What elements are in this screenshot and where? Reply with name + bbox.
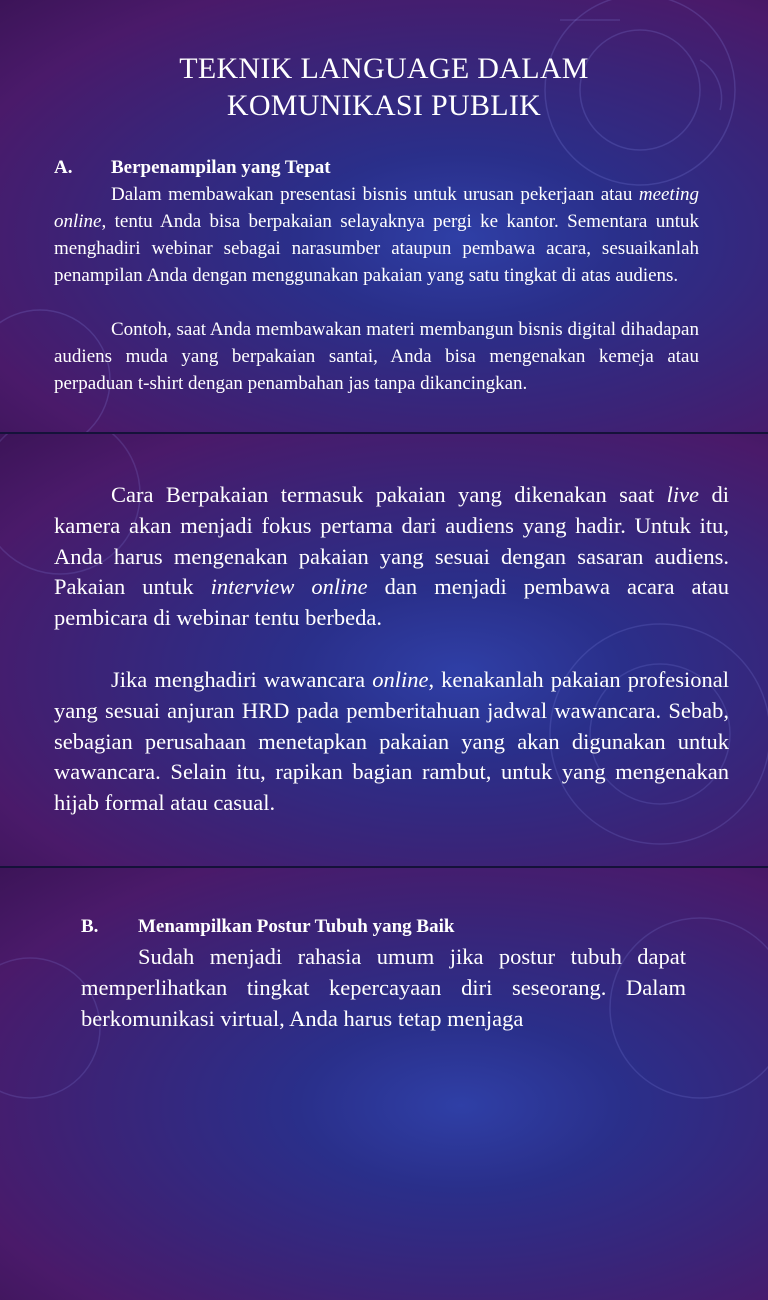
p3-text-a: Cara Berpakaian termasuk pakaian yang dikenakan saat xyxy=(111,482,667,507)
p3-text-b: di kamera akan menjadi fokus pertama dari audiens yang hadir. Untuk itu, Anda harus mengenakan pakaian yang sesuai dengan sasaran audiens. Pakaian untuk xyxy=(54,482,729,600)
p4-italic-online: online xyxy=(372,667,429,692)
slide-2 xyxy=(0,434,768,866)
paragraph-contoh: Contoh, saat Anda membawakan materi membangun bisnis digital dihadapan audiens muda yang berpakaian santai, Anda bisa mengenakan kemeja atau perpaduan t-shirt dengan penambahan jas tanpa dikancingkan. xyxy=(54,319,699,394)
slide-title xyxy=(0,50,768,124)
section-b-heading xyxy=(81,915,454,939)
p3-text-c: dan menjadi pembawa acara atau pembicara di webinar tentu berbeda. xyxy=(54,574,729,631)
p1-italic-meeting-online: meeting online xyxy=(54,184,699,232)
paragraph-cara-berpakaian xyxy=(54,480,729,634)
title-line-2: KOMUNIKASI PUBLIK xyxy=(226,89,542,122)
section-b-title: Menampilkan Postur Tubuh yang Baik xyxy=(138,916,455,937)
p1-text-b: , tentu Anda bisa berpakaian selayaknya pergi ke kantor. Sementara untuk menghadiri webinar sebagai narasumber ataupun pembawa acara, sesuaikanlah penampilan Anda dengan menggunakan pakaian yang satu tingkat di atas audiens. xyxy=(54,211,699,286)
section-b-number: B. xyxy=(81,916,99,937)
paragraph-postur: Sudah menjadi rahasia umum jika postur tubuh dapat memperlihatkan tingkat kepercayaan diri seseorang. Dalam berkomunikasi virtual, Anda harus tetap menjaga xyxy=(81,944,686,1031)
slide-3 xyxy=(0,868,768,1300)
section-a-title: Berpenampilan yang Tepat xyxy=(111,157,331,178)
p3-italic-interview-online: interview online xyxy=(210,574,368,600)
p1-text-a: Dalam membawakan presentasi bisnis untuk urusan pekerjaan atau xyxy=(111,184,639,205)
p3-italic-live: live xyxy=(666,482,700,507)
p4-text-b: , kenakanlah pakaian profesional yang sesuai anjuran HRD pada pemberitahuan jadwal wawancara. Sebab, sebagian perusahaan menetapkan pakaian yang akan digunakan untuk wawancara. Selain itu, rapikan bagian rambut, untuk yang mengenakan hijab formal atau casual. xyxy=(54,667,729,816)
section-a-heading xyxy=(54,156,331,180)
section-a-number: A. xyxy=(54,157,73,178)
slide-1 xyxy=(0,0,768,432)
paragraph-presentasi xyxy=(54,181,699,289)
title-line-1: TEKNIK LANGUAGE DALAM xyxy=(179,52,589,85)
p4-text-a: Jika menghadiri wawancara xyxy=(111,667,373,692)
paragraph-wawancara xyxy=(54,665,729,819)
